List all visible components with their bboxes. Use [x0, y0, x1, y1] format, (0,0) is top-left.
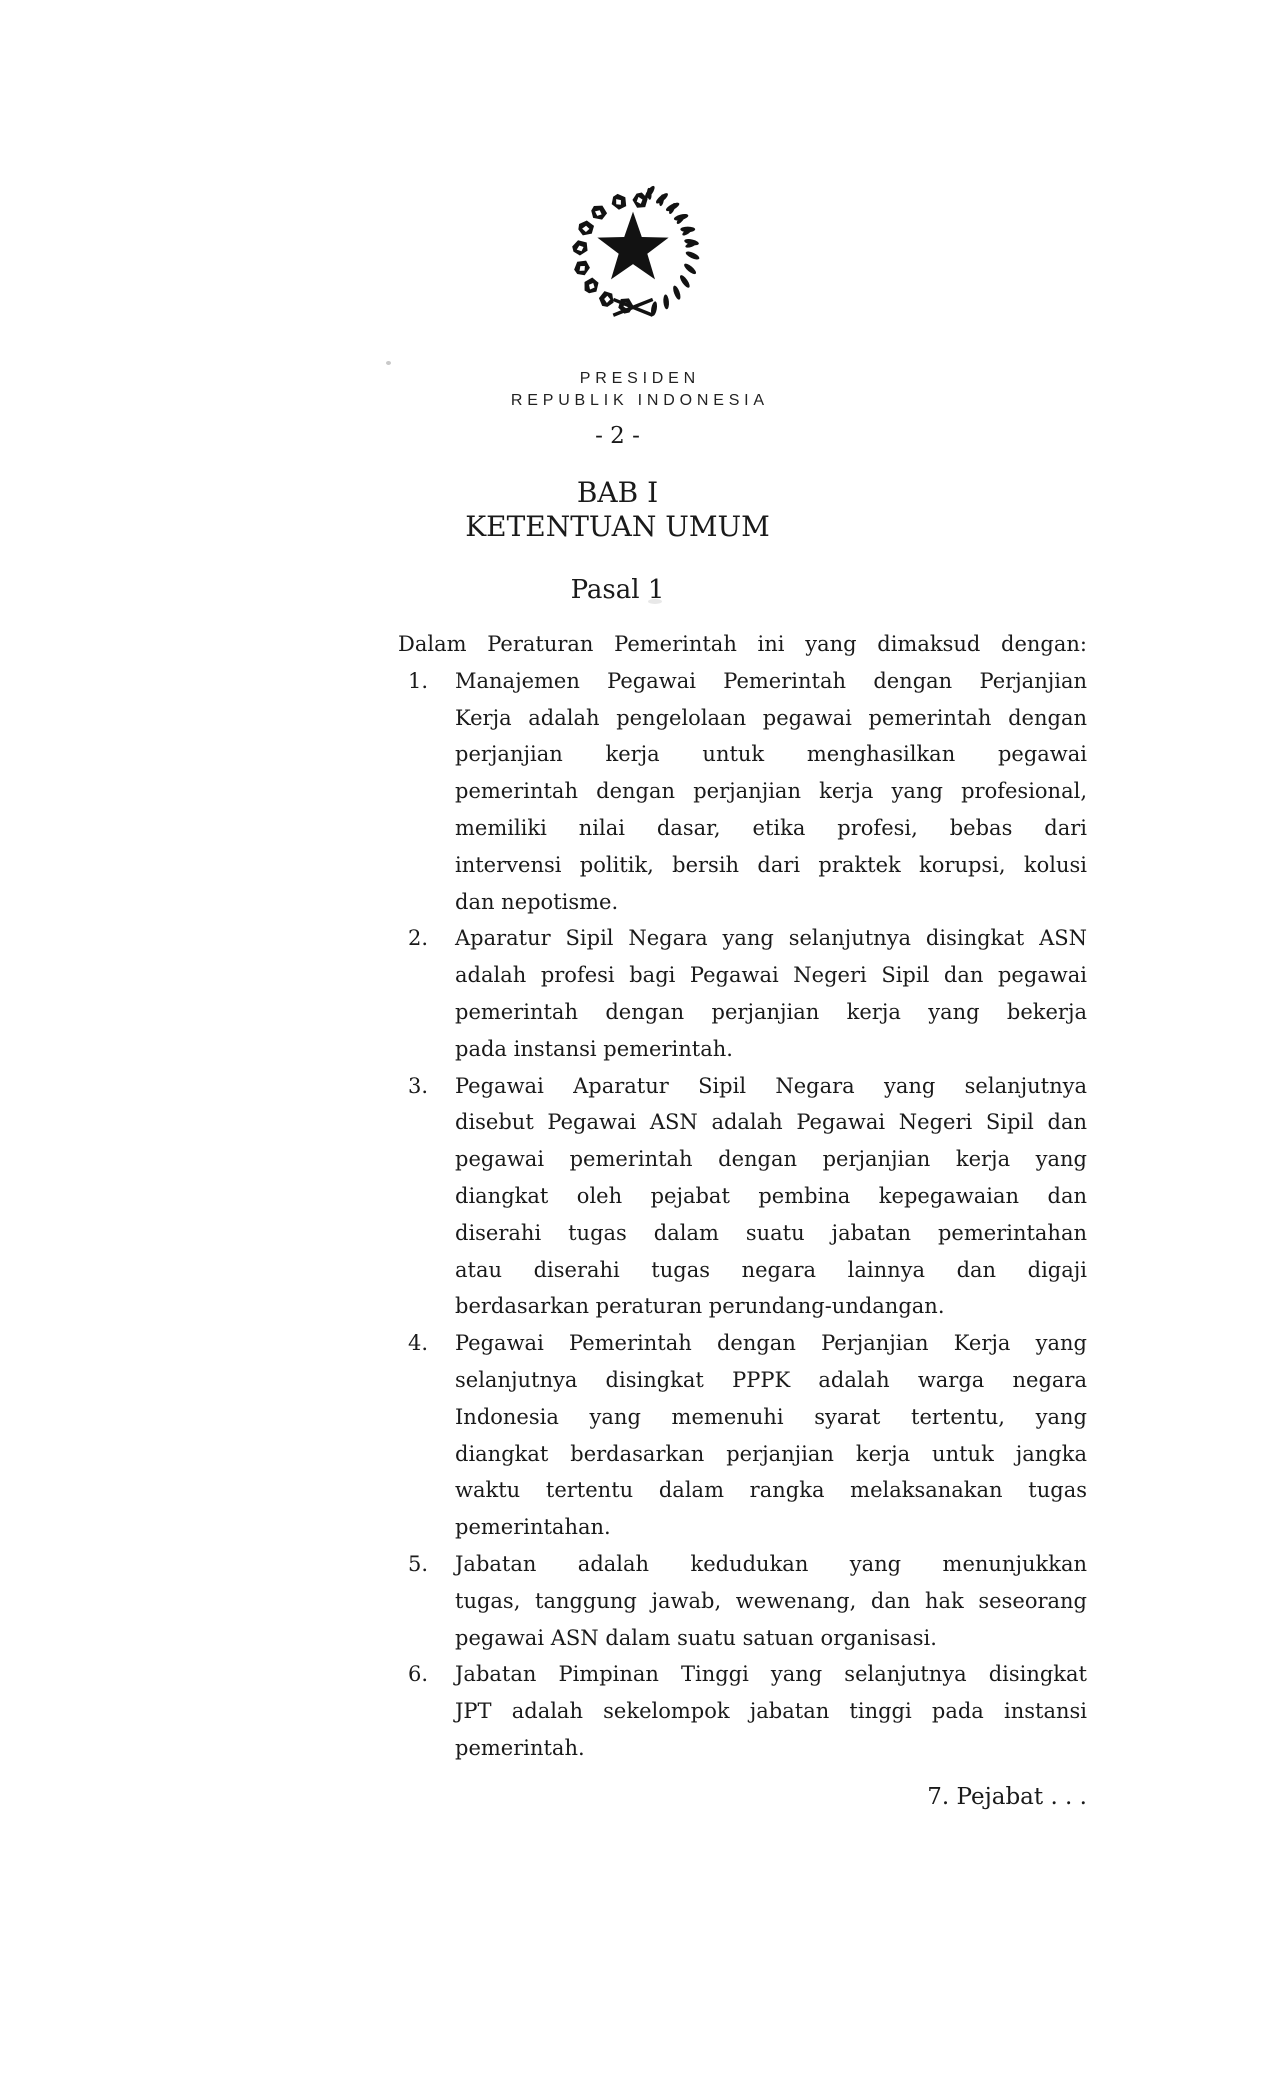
definition-line: berdasarkan peraturan perundang-undangan. — [455, 1294, 945, 1319]
definition-line: Pegawai Aparatur Sipil Negara yang selanjutnya — [455, 1073, 1087, 1098]
definition-line: tugas, tanggung jawab, wewenang, dan hak seseorang — [455, 1588, 1087, 1613]
definition-line: waktu tertentu dalam rangka melaksanakan tugas — [455, 1478, 1087, 1503]
definition-line: diangkat oleh pejabat pembina kepegawaian dan — [455, 1183, 1087, 1208]
letterhead-presiden: PRESIDEN — [579, 370, 700, 387]
article-heading: Pasal 1 — [570, 575, 665, 605]
catchword: 7. Pejabat . . . — [927, 1784, 1087, 1810]
article-body — [398, 626, 1087, 1767]
definition-line: disebut Pegawai ASN adalah Pegawai Negeri Sipil dan — [455, 1110, 1087, 1135]
definition-line: adalah profesi bagi Pegawai Negeri Sipil dan pegawai — [455, 963, 1087, 988]
definition-line: pemerintah. — [455, 1735, 585, 1760]
definition-text — [455, 1325, 1087, 1546]
definition-item — [398, 920, 1087, 1067]
definition-line: Indonesia yang memenuhi syarat tertentu, yang — [455, 1404, 1087, 1429]
scan-speck — [648, 599, 662, 604]
definition-line: pada instansi pemerintah. — [455, 1036, 733, 1061]
definition-item — [398, 1546, 1087, 1656]
definition-line: Jabatan Pimpinan Tinggi yang selanjutnya disingkat — [455, 1662, 1087, 1687]
definition-line: pegawai pemerintah dengan perjanjian kerja yang — [455, 1147, 1087, 1172]
definition-line: pemerintah dengan perjanjian kerja yang bekerja — [455, 999, 1087, 1024]
definition-number: 1. — [408, 668, 429, 693]
definition-text — [455, 663, 1087, 921]
definition-line: Aparatur Sipil Negara yang selanjutnya disingkat ASN — [455, 926, 1087, 951]
scan-speck — [386, 361, 391, 365]
definition-number: 2. — [408, 926, 429, 951]
definition-line: intervensi politik, bersih dari praktek korupsi, kolusi — [455, 852, 1087, 877]
article-intro: Dalam Peraturan Pemerintah ini yang dimaksud dengan: — [398, 632, 1087, 656]
definition-line: diserahi tugas dalam suatu jabatan pemerintahan — [455, 1220, 1087, 1245]
definition-item — [398, 1656, 1087, 1766]
definitions-list — [398, 663, 1087, 1767]
definition-line: selanjutnya disingkat PPPK adalah warga negara — [455, 1367, 1087, 1392]
definition-line: diangkat berdasarkan perjanjian kerja untuk jangka — [455, 1441, 1087, 1466]
definition-text — [455, 1656, 1087, 1766]
definition-text — [455, 1546, 1087, 1656]
definition-text — [455, 920, 1087, 1067]
chapter-title: BAB I — [576, 476, 659, 509]
definition-line: JPT adalah sekelompok jabatan tinggi pada instansi — [455, 1699, 1087, 1724]
definition-line: Manajemen Pegawai Pemerintah dengan Perjanjian — [455, 668, 1087, 693]
definition-item — [398, 1325, 1087, 1546]
definition-number: 4. — [408, 1331, 429, 1356]
presidential-seal-icon — [554, 184, 712, 332]
definition-line: atau diserahi tugas negara lainnya dan digaji — [455, 1257, 1087, 1282]
definition-number: 5. — [408, 1551, 429, 1576]
definition-line: pemerintah dengan perjanjian kerja yang profesional, — [455, 779, 1087, 804]
definition-number: 3. — [408, 1073, 429, 1098]
definition-number: 6. — [408, 1662, 429, 1687]
definition-line: Kerja adalah pengelolaan pegawai pemerintah dengan — [455, 705, 1087, 730]
definition-text — [455, 1068, 1087, 1326]
page-number: - 2 - — [595, 423, 640, 449]
definition-line: dan nepotisme. — [455, 889, 619, 914]
definition-line: Jabatan adalah kedudukan yang menunjukkan — [455, 1551, 1087, 1576]
definition-line: pemerintahan. — [455, 1515, 611, 1540]
chapter-heading: KETENTUAN UMUM — [465, 510, 770, 543]
definition-line: Pegawai Pemerintah dengan Perjanjian Kerja yang — [455, 1331, 1087, 1356]
definition-item — [398, 1068, 1087, 1326]
definition-item — [398, 663, 1087, 921]
letterhead-republik-indonesia: REPUBLIK INDONESIA — [510, 392, 769, 409]
definition-line: perjanjian kerja untuk menghasilkan pegawai — [455, 742, 1087, 767]
definition-line: memiliki nilai dasar, etika profesi, bebas dari — [455, 815, 1087, 840]
definition-line: pegawai ASN dalam suatu satuan organisasi. — [455, 1625, 937, 1650]
